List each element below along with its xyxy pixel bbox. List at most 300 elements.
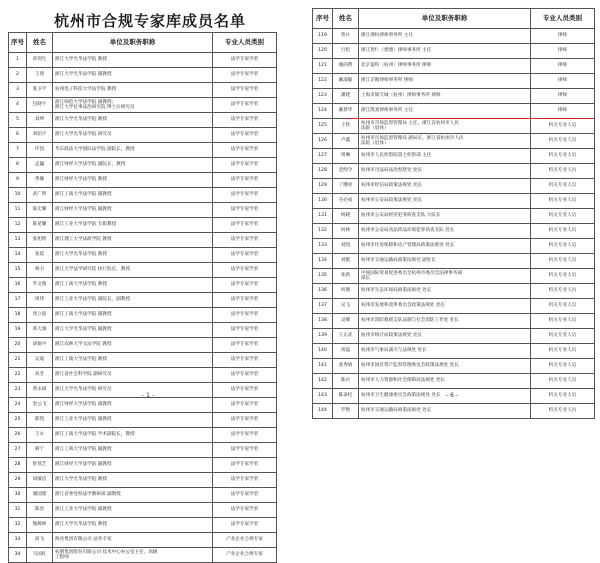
cell-unit-line: 海亮集团有限公司 法务专家 xyxy=(55,537,112,543)
cell-unit-line: 浙江大学光华法学院 教授 xyxy=(55,252,107,258)
cell-no: 1 xyxy=(9,53,27,68)
cell-unit-line: 杭州市公安局食品药品环境犯罪侦查支队 处长 xyxy=(361,228,455,234)
cell-no: 143 xyxy=(313,389,333,404)
cell-unit xyxy=(53,473,213,488)
cell-unit-line: 杭州市人力资源和社会保障局法规处 处长 xyxy=(361,378,446,384)
cell-unit-line: 浙江工商大学法学院 教授 xyxy=(55,282,107,288)
table-row xyxy=(313,299,595,314)
cell-unit-line: 浙江凯麦律师事务所 主任 xyxy=(361,108,413,114)
cell-unit xyxy=(53,293,213,308)
cell-category: 法学专家学者 xyxy=(213,83,277,98)
cell-no: 130 xyxy=(313,194,333,209)
cell-unit-line: 杭州市发展和改革委员会政策法规处 处长 xyxy=(361,303,446,309)
cell-unit xyxy=(53,278,213,293)
cell-no: 125 xyxy=(313,119,333,134)
cell-unit-line: 浙江工商大学法学院 学术副院长，教授 xyxy=(55,432,135,438)
cell-unit-line: 杭州市经信局政策法规处 处长 xyxy=(361,183,423,189)
table-row xyxy=(9,143,277,158)
cell-category: 法学专家学者 xyxy=(213,293,277,308)
cell-category: 机关专业人员 xyxy=(531,329,595,344)
table-row xyxy=(9,68,277,83)
cell-category: 法学专家学者 xyxy=(213,383,277,398)
cell-unit xyxy=(359,134,531,149)
cell-category: 机关专业人员 xyxy=(531,344,595,359)
cell-category: 机关专业人员 xyxy=(531,164,595,179)
cell-no: 23 xyxy=(9,383,27,398)
cell-unit xyxy=(53,548,213,563)
cell-no: 11 xyxy=(9,203,27,218)
cell-category: 机关专业人员 xyxy=(531,359,595,374)
cell-no: 126 xyxy=(313,134,333,149)
table-header-row xyxy=(9,33,277,53)
document-page-2 xyxy=(304,0,600,414)
cell-unit-line: 浙江工商大学法学院 教授 xyxy=(55,357,107,363)
table-row xyxy=(9,398,277,413)
cell-unit xyxy=(53,173,213,188)
cell-name: 林卫 xyxy=(27,263,53,278)
cell-no: 33 xyxy=(9,533,27,548)
cell-unit-line: 杭州市消防救援支队法制与社会消防工作处 处长 xyxy=(361,318,459,324)
cell-name: 胡敏洁 xyxy=(27,473,53,488)
cell-name: 罗文燕 xyxy=(27,278,53,293)
cell-unit-line: 浙江工商大学法学院 副教授 xyxy=(55,192,112,198)
cell-category: 法学专家学者 xyxy=(213,323,277,338)
table-row xyxy=(313,119,595,134)
cell-no: 17 xyxy=(9,293,27,308)
cell-unit xyxy=(359,164,531,179)
cell-unit-line: 浙江大学光华法学院 教授 xyxy=(55,522,107,528)
cell-name: 吴迪 xyxy=(27,353,53,368)
cell-unit-line: 浙江农林大学文法学院 教授 xyxy=(55,342,112,348)
cell-unit-line: 浙江浙杭律师事务所 主任 xyxy=(361,33,413,39)
table-row xyxy=(9,428,277,443)
cell-no: 127 xyxy=(313,149,333,164)
table-header-row xyxy=(313,9,595,29)
table-row xyxy=(313,179,595,194)
cell-unit xyxy=(359,269,531,284)
cell-unit xyxy=(53,308,213,323)
table-row xyxy=(313,269,595,284)
cell-unit-line: 杭州市公安局政策法规处 处长 xyxy=(361,198,423,204)
cell-unit xyxy=(53,83,213,98)
cell-name: 刘绍宇 xyxy=(27,128,53,143)
cell-unit xyxy=(53,218,213,233)
cell-name: 陈兵 xyxy=(333,374,359,389)
cell-name: 胡锡平 xyxy=(27,338,53,353)
cell-category: 法学专家学者 xyxy=(213,338,277,353)
cell-unit-line: 浙江财经大学法学院 副教授 xyxy=(55,207,112,213)
cell-no: 27 xyxy=(9,443,27,458)
cell-name: 韩宁 xyxy=(27,443,53,458)
cell-category: 法学专家学者 xyxy=(213,263,277,278)
cell-unit xyxy=(53,233,213,248)
cell-name: 陈浩 xyxy=(27,503,53,518)
cell-unit xyxy=(53,398,213,413)
table-row xyxy=(9,263,277,278)
cell-unit-line: 杭州市统计局政策法规处 处长 xyxy=(361,333,423,339)
cell-unit-line: 杭州市气象局减灾与法规处 处长 xyxy=(361,348,427,354)
cell-unit-line: 浙江大学光华法学院 研究员 xyxy=(55,387,112,393)
table-row xyxy=(313,344,595,359)
cell-name: 吴峰 xyxy=(333,314,359,329)
cell-unit xyxy=(53,53,213,68)
cell-no: 124 xyxy=(313,104,333,119)
cell-category: 机关专业人员 xyxy=(531,254,595,269)
cell-category: 律师 xyxy=(531,59,595,74)
table-row xyxy=(313,29,595,44)
cell-no: 128 xyxy=(313,164,333,179)
cell-category: 法学专家学者 xyxy=(213,398,277,413)
cell-no: 123 xyxy=(313,89,333,104)
table-row xyxy=(313,134,595,149)
cell-unit xyxy=(53,338,213,353)
cell-unit-line: 工程师 xyxy=(55,555,69,560)
cell-unit xyxy=(53,98,213,113)
cell-no: 26 xyxy=(9,428,27,443)
cell-category: 法学专家学者 xyxy=(213,203,277,218)
cell-unit-line: 上海市锦天城（杭州）律师事务所 律师 xyxy=(361,93,441,99)
cell-unit-line: 法院（退休） xyxy=(361,141,389,146)
table-row xyxy=(9,488,277,503)
cell-name: 储国建 xyxy=(27,488,53,503)
cell-category: 机关专业人员 xyxy=(531,194,595,209)
cell-name: 许凯 xyxy=(27,143,53,158)
cell-name: 周伟 xyxy=(27,293,53,308)
cell-no: 7 xyxy=(9,143,27,158)
cell-category: 法学专家学者 xyxy=(213,188,277,203)
cell-no: 6 xyxy=(9,128,27,143)
table-row xyxy=(9,548,277,563)
cell-unit xyxy=(53,353,213,368)
cell-category: 机关专业人员 xyxy=(531,134,595,149)
cell-category: 法学专家学者 xyxy=(213,158,277,173)
cell-unit-line: 杭州市公安局经济犯罪侦查支队 大队长 xyxy=(361,213,441,219)
cell-name: 谢尚赞 xyxy=(333,59,359,74)
cell-unit-line: 浙江大学法学研究院 执行院长，教授 xyxy=(55,267,130,273)
cell-unit xyxy=(359,224,531,239)
cell-name: 陈星耀 xyxy=(27,218,53,233)
cell-no: 18 xyxy=(9,308,27,323)
table-row xyxy=(9,113,277,128)
table-row xyxy=(313,59,595,74)
cell-no: 8 xyxy=(9,158,27,173)
table-row xyxy=(313,374,595,389)
cell-unit-line: 杭州市市场监督管理局 主任，浙江省杭州市人民 xyxy=(361,120,459,126)
table-row xyxy=(313,44,595,59)
cell-unit xyxy=(359,74,531,89)
cell-name: 陈泰松 xyxy=(333,389,359,404)
cell-unit-line: 浙江师范大学法学院 副教授； xyxy=(55,99,117,105)
cell-unit xyxy=(53,533,213,548)
table-row xyxy=(9,53,277,68)
cell-unit-line: 中国国际贸易促进委员会杭州市委员会法律事务部 xyxy=(361,270,463,276)
cell-name: 王铁 xyxy=(333,119,359,134)
table-row xyxy=(313,194,595,209)
cell-no: 141 xyxy=(313,359,333,374)
cell-name: 王正武 xyxy=(333,329,359,344)
cell-category: 产业企业合规专家 xyxy=(213,548,277,563)
cell-unit xyxy=(359,89,531,104)
cell-no: 14 xyxy=(9,248,27,263)
cell-unit xyxy=(359,209,531,224)
cell-unit-line: 浙江财经大学法学院 副院长，教授 xyxy=(55,162,126,168)
table-row xyxy=(9,308,277,323)
cell-name: 陈宏耀 xyxy=(27,203,53,218)
cell-category: 律师 xyxy=(531,74,595,89)
table-row xyxy=(313,329,595,344)
cell-unit-line: 浙江工业大学法学院 副教授 xyxy=(55,417,112,423)
cell-unit-line: 杭钢集团股份有限公司 技术中心办公室主任，高级 xyxy=(55,549,158,555)
cell-category: 法学专家学者 xyxy=(213,503,277,518)
cell-no: 21 xyxy=(9,353,27,368)
header-unit: 单位及职务职称 xyxy=(53,33,213,53)
header-name: 姓名 xyxy=(333,9,359,29)
cell-name: 何林 xyxy=(333,224,359,239)
cell-name: 丁曙亮 xyxy=(333,179,359,194)
cell-unit xyxy=(53,158,213,173)
cell-unit xyxy=(359,59,531,74)
cell-no: 2 xyxy=(9,68,27,83)
cell-name: 金煦令 xyxy=(333,164,359,179)
table-row xyxy=(313,209,595,224)
cell-category: 机关专业人员 xyxy=(531,389,595,404)
cell-name: 包晓宇 xyxy=(27,98,53,113)
cell-no: 137 xyxy=(313,299,333,314)
cell-no: 25 xyxy=(9,413,27,428)
cell-unit-line: 杭州市生态环境局政策法规处 处长 xyxy=(361,288,432,294)
cell-name: 毛必成 xyxy=(333,194,359,209)
cell-unit xyxy=(359,404,531,419)
cell-unit xyxy=(359,29,531,44)
cell-name: 金公飞 xyxy=(27,398,53,413)
cell-unit xyxy=(359,374,531,389)
roster-table-page-1 xyxy=(8,32,277,563)
cell-unit-line: 杭州市住房保障和房产管理局政策法规处 处长 xyxy=(361,243,455,249)
cell-no: 13 xyxy=(9,233,27,248)
cell-name: 刘凯 xyxy=(333,239,359,254)
cell-no: 135 xyxy=(313,269,333,284)
cell-category: 机关专业人员 xyxy=(531,149,595,164)
cell-name: 黄永斌 xyxy=(27,383,53,398)
cell-unit xyxy=(359,44,531,59)
cell-unit-line: 浙江省社会科学院 副研究员 xyxy=(55,372,112,378)
cell-unit xyxy=(53,248,213,263)
cell-category: 律师 xyxy=(531,29,595,44)
header-no: 序号 xyxy=(313,9,333,29)
cell-category: 法学专家学者 xyxy=(213,413,277,428)
cell-unit xyxy=(359,344,531,359)
cell-category: 产业企业合规专家 xyxy=(213,533,277,548)
cell-name: 马国红 xyxy=(27,548,53,563)
table-row xyxy=(9,503,277,518)
cell-name: 郑大康 xyxy=(27,323,53,338)
cell-no: 24 xyxy=(9,398,27,413)
cell-unit-line: 浙江理工大学法政学院 教授 xyxy=(55,237,112,243)
cell-no: 31 xyxy=(9,503,27,518)
cell-unit-line: 浙江京衡律师事务所 律师 xyxy=(361,78,413,84)
document-page-1 xyxy=(0,0,296,560)
cell-unit-line: 杭州市卫生健康委员会政策法规处 处长 xyxy=(361,393,441,399)
cell-name: 王倩 xyxy=(27,68,53,83)
cell-category: 律师 xyxy=(531,44,595,59)
cell-unit-line: 浙江大学光华法学院 教授 xyxy=(55,117,107,123)
cell-unit xyxy=(53,128,213,143)
table-row xyxy=(9,188,277,203)
cell-no: 15 xyxy=(9,263,27,278)
table-row xyxy=(9,368,277,383)
cell-name: 刘挺 xyxy=(333,254,359,269)
table-row xyxy=(313,74,595,89)
cell-unit xyxy=(359,104,531,119)
cell-category: 机关专业人员 xyxy=(531,284,595,299)
cell-category: 法学专家学者 xyxy=(213,143,277,158)
table-row xyxy=(9,338,277,353)
cell-name: 孟巍 xyxy=(27,158,53,173)
cell-unit-line: 杭州市国有资产监督管理委员会政策法规处 处长 xyxy=(361,363,459,369)
cell-category: 法学专家学者 xyxy=(213,128,277,143)
cell-category: 法学专家学者 xyxy=(213,473,277,488)
table-row xyxy=(9,248,277,263)
cell-name: 高飞 xyxy=(27,533,53,548)
table-row xyxy=(9,233,277,248)
cell-no: 34 xyxy=(9,548,27,563)
cell-no: 9 xyxy=(9,173,27,188)
cell-unit-line: 浙江省委党校法学教研部 副教授 xyxy=(55,492,121,498)
cell-no: 28 xyxy=(9,458,27,473)
cell-no: 139 xyxy=(313,329,333,344)
table-row xyxy=(313,254,595,269)
cell-unit xyxy=(359,359,531,374)
cell-category: 机关专业人员 xyxy=(531,179,595,194)
cell-unit-line: 杭州市交通运输局政策法规处 处长 xyxy=(361,408,432,414)
cell-unit-line: 浙江工业大学法学院 副教授 xyxy=(55,507,112,513)
header-category: 专业人员类别 xyxy=(213,33,277,53)
cell-category: 法学专家学者 xyxy=(213,113,277,128)
cell-name: 武广明 xyxy=(27,188,53,203)
cell-unit-line: 浙江大学民事法治研究院 博士后研究员 xyxy=(55,105,135,110)
cell-no: 119 xyxy=(313,29,333,44)
cell-no: 4 xyxy=(9,98,27,113)
cell-unit-line: 浙江大学光华法学院 研究员 xyxy=(55,132,112,138)
cell-no: 122 xyxy=(313,74,333,89)
table-row xyxy=(313,149,595,164)
cell-no: 20 xyxy=(9,338,27,353)
cell-no: 16 xyxy=(9,278,27,293)
cell-unit-line: 杭州市司法局法治督察处 处长 xyxy=(361,168,423,174)
cell-name: 周磊 xyxy=(333,344,359,359)
cell-unit-line: 华东政法大学国际法学院 副院长，教授 xyxy=(55,147,135,153)
cell-unit-line: 法院（退休） xyxy=(361,126,389,131)
cell-category: 法学专家学者 xyxy=(213,308,277,323)
cell-no: 142 xyxy=(313,374,333,389)
cell-unit xyxy=(359,314,531,329)
cell-name: 王永 xyxy=(27,428,53,443)
cell-unit xyxy=(359,284,531,299)
cell-no: 10 xyxy=(9,188,27,203)
cell-unit-line: 部长 xyxy=(361,276,371,281)
cell-category: 机关专业人员 xyxy=(531,119,595,134)
cell-category: 机关专业人员 xyxy=(531,374,595,389)
table-row xyxy=(313,359,595,374)
cell-unit-line: 浙江工业大学法学院 专职教授 xyxy=(55,222,117,228)
cell-no: 134 xyxy=(313,254,333,269)
cell-no: 121 xyxy=(313,59,333,74)
cell-unit xyxy=(53,368,213,383)
cell-unit xyxy=(53,68,213,83)
cell-unit-line: 浙江大学光华法学院 教授 xyxy=(55,57,107,63)
cell-name: 张秀娟 xyxy=(333,359,359,374)
cell-name: 高芳 xyxy=(27,368,53,383)
cell-name: 戴梦华 xyxy=(333,104,359,119)
table-row xyxy=(313,104,595,119)
cell-unit xyxy=(359,254,531,269)
table-row xyxy=(9,293,277,308)
table-row xyxy=(313,164,595,179)
table-row xyxy=(9,518,277,533)
cell-category: 法学专家学者 xyxy=(213,68,277,83)
cell-category: 机关专业人员 xyxy=(531,239,595,254)
cell-unit xyxy=(53,113,213,128)
cell-unit-line: 杭州市交通运输局政策法规处 副处长 xyxy=(361,258,436,264)
table-row xyxy=(9,443,277,458)
cell-no: 136 xyxy=(313,284,333,299)
cell-unit xyxy=(53,458,213,473)
roster-table-page-2 xyxy=(312,8,595,419)
cell-unit xyxy=(359,119,531,134)
table-row xyxy=(9,278,277,293)
cell-category: 律师 xyxy=(531,89,595,104)
cell-unit-line: 浙江大学光华法学院 教授 xyxy=(55,477,107,483)
table-row xyxy=(9,473,277,488)
table-row xyxy=(9,128,277,143)
roster-body-page-2 xyxy=(313,29,595,419)
cell-category: 机关专业人员 xyxy=(531,269,595,284)
cell-category: 法学专家学者 xyxy=(213,53,277,68)
cell-unit xyxy=(53,263,213,278)
cell-no: 140 xyxy=(313,344,333,359)
cell-name: 张新 xyxy=(333,269,359,284)
cell-unit xyxy=(53,143,213,158)
cell-name: 罗艳 xyxy=(333,404,359,419)
table-row xyxy=(313,224,595,239)
table-row xyxy=(313,284,595,299)
cell-unit-line: 浙江工商大学法学院 副教授 xyxy=(55,312,112,318)
cell-category: 法学专家学者 xyxy=(213,443,277,458)
cell-name: 张延 xyxy=(27,248,53,263)
table-row xyxy=(313,239,595,254)
cell-unit xyxy=(53,443,213,458)
table-row xyxy=(9,203,277,218)
cell-unit-line: 杭州市市场监督管理局 副局长，浙江省杭州市人民 xyxy=(361,135,464,141)
cell-unit xyxy=(53,203,213,218)
table-row xyxy=(9,413,277,428)
cell-no: 32 xyxy=(9,518,27,533)
cell-category: 法学专家学者 xyxy=(213,368,277,383)
page-number: - 1 - xyxy=(142,392,154,399)
cell-name: 熊樟林 xyxy=(27,518,53,533)
cell-unit-line: 浙江大学光华法学院 副教授 xyxy=(55,327,112,333)
cell-unit-line: 北京盈科（杭州）律师事务所 律师 xyxy=(361,63,432,69)
cell-name: 周立波 xyxy=(27,308,53,323)
table-row xyxy=(9,353,277,368)
table-row xyxy=(9,158,277,173)
cell-unit xyxy=(359,149,531,164)
cell-unit xyxy=(53,503,213,518)
cell-category: 法学专家学者 xyxy=(213,458,277,473)
table-row xyxy=(9,98,277,113)
cell-name: 潘建 xyxy=(333,89,359,104)
cell-name: 张卫平 xyxy=(27,83,53,98)
